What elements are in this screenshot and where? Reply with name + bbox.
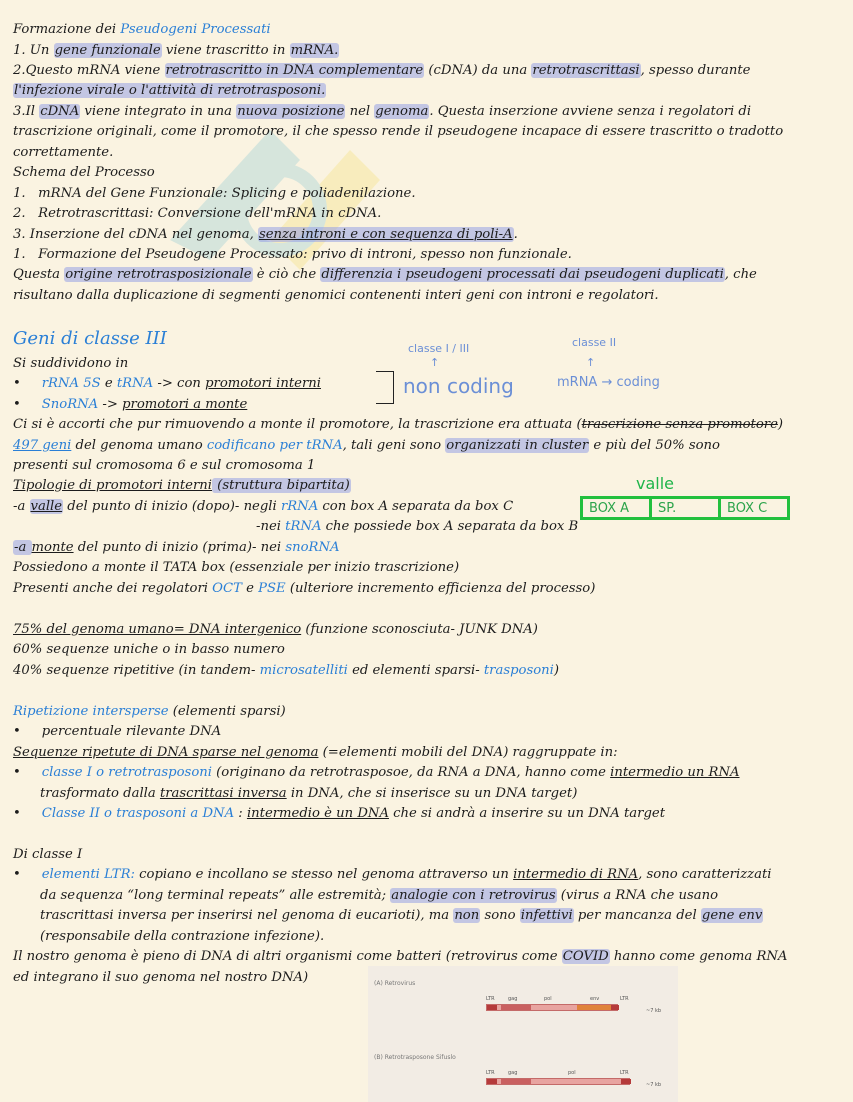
fig-a-label: env <box>590 996 600 1002</box>
schema-item-1: 1. mRNA del Gene Funzionale: Splicing e poliadenilazione. <box>13 186 416 201</box>
bullet-rrna: • rRNA 5S e tRNA -> con promotori interni <box>13 376 321 391</box>
spacer-cell: SP. <box>652 499 721 517</box>
step3-line2: trascrizione originali, come il promotore, il che spesso rende il pseudogene incapace di essere trascritto o tradotto <box>13 124 784 139</box>
note-valle: valle <box>636 474 675 493</box>
step3-line3: correttamente. <box>13 145 114 160</box>
origin-line2: risultano dalla duplicazione di segmenti genomici contenenti interi geni con introni e regolatori. <box>13 288 659 303</box>
monte-line: -a monte del punto di inizio (prima)- nei snoRNA <box>14 540 340 555</box>
tata-line: Possiedono a monte il TATA box (essenziale per inizio trascrizione) <box>13 560 460 575</box>
fig-a-label: LTR <box>620 996 629 1002</box>
genome-line2: ed integrano il suo genoma nel nostro DNA) <box>13 970 309 985</box>
genome-line1: Il nostro genoma è pieno di DNA di altri organismi come batteri (retrovirus come COVID hanno come genoma RNA <box>13 949 788 964</box>
ltr-line3: trascrittasi inversa per inserirsi nel genoma di eucarioti), ma non sono infettivi per mancanza del gene env <box>40 908 763 923</box>
figure-caption-a: (A) Retrovirus <box>374 980 416 987</box>
fig-b-label: pol <box>568 1070 576 1076</box>
retrotransposon-bar <box>486 1078 630 1085</box>
step2-line2: l'infezione virale o l'attività di retrotrasposoni. <box>14 83 326 98</box>
classe1-line1: • classe I o retrotrasposoni (originano da retrotrasposoe, da RNA a DNA, hanno come intermedio un RNA <box>13 765 740 780</box>
step3-line1: 3.Il cDNA viene integrato in una nuova posizione nel genoma. Questa inserzione avviene senza i regolatori di <box>13 104 752 119</box>
step2-line1: 2.Questo mRNA viene retrotrascritto in DNA complementare (cDNA) da una retrotrascrittasi, spesso durante <box>13 63 751 78</box>
note-non-coding: non coding <box>403 374 514 398</box>
bullet-percentuale: • percentuale rilevante DNA <box>13 724 222 739</box>
retrotransposon-figure <box>368 966 678 1102</box>
junk-line2: 60% sequenze uniche o in basso numero <box>13 642 285 657</box>
schema-item-3: 3. Inserzione del cDNA nel genoma, senza introni e con sequenza di poli-A. <box>13 227 518 242</box>
geni-line1: 497 geni del genoma umano codificano per tRNA, tali geni sono organizzati in cluster e più del 50% sono <box>13 438 720 453</box>
note-class-2: classe II <box>572 336 617 349</box>
classe1-title: Di classe I <box>13 847 83 862</box>
classe1-line2: trasformato dalla trascrittasi inversa in DNA, che si inserisce su un DNA target) <box>40 786 578 801</box>
ltr-line4: (responsabile della contrazione infezione). <box>40 929 325 944</box>
ltr-line2: da sequenza “long terminal repeats” alle estremità; analogie con i retrovirus (virus a RNA che usano <box>40 888 719 903</box>
retrovirus-bar <box>486 1004 618 1011</box>
box-a-cell: BOX A <box>583 499 652 517</box>
step1-line: 1. Un gene funzionale viene trascritto in mRNA. <box>13 43 339 58</box>
regolatori-line: Presenti anche dei regolatori OCT e PSE (ulteriore incremento efficienza del processo) <box>13 581 596 596</box>
fig-a-label: pol <box>544 996 552 1002</box>
ripetizione-title: Ripetizione intersperse (elementi sparsi) <box>13 704 286 719</box>
schema-item-4: 1. Formazione del Pseudogene Processato: privo di introni, spesso non funzionale. <box>13 247 572 262</box>
classe2-line: • Classe II o trasposoni a DNA : intermedio è un DNA che si andrà a inserire su un DNA target <box>13 806 665 821</box>
valle-line2: -nei tRNA che possiede box A separata da box B <box>256 519 579 534</box>
fig-b-label: gag <box>508 1070 518 1076</box>
box-diagram <box>580 496 790 520</box>
bullet-snorna: • SnoRNA -> promotori a monte <box>13 397 248 412</box>
fig-b-label: LTR <box>486 1070 495 1076</box>
geni-line2: presenti sul cromosoma 6 e sul cromosoma 1 <box>13 458 316 473</box>
box-c-cell: BOX C <box>727 501 768 516</box>
fig-b-label: LTR <box>620 1070 629 1076</box>
sequenze-line: Sequenze ripetute di DNA sparse nel genoma (=elementi mobili del DNA) raggruppate in: <box>13 745 618 760</box>
tipologie-line: Tipologie di promotori interni (struttura bipartita) <box>13 478 350 493</box>
section2-intro: Si suddividono in <box>13 356 129 371</box>
fig-a-length: ~7 kb <box>646 1008 662 1014</box>
bracket-mark <box>376 371 394 404</box>
junk-line1: 75% del genoma umano= DNA intergenico (funzione sconosciuta- JUNK DNA) <box>13 622 538 637</box>
fig-a-label: LTR <box>486 996 495 1002</box>
note-mrna-coding: mRNA → coding <box>557 375 660 390</box>
fig-a-label: gag <box>508 996 518 1002</box>
fig-b-length: ~7 kb <box>646 1082 662 1088</box>
junk-line3: 40% sequenze ripetitive (in tandem- microsatelliti ed elementi sparsi- trasposoni) <box>13 663 560 678</box>
note-class-1-3: classe I / III <box>408 342 470 355</box>
schema-title: Schema del Processo <box>13 165 155 180</box>
note-arrow-2: ↑ <box>586 356 596 369</box>
figure-caption-b: (B) Retrotrasposone Sifuslo <box>374 1054 456 1061</box>
section1-title: Formazione dei Pseudogeni Processati <box>13 22 271 37</box>
origin-line1: Questa origine retrotrasposizionale è ciò che differenzia i pseudogeni processati dai pseudogeni duplicati, che <box>13 267 757 282</box>
valle-line1: -a valle del punto di inizio (dopo)- negli rRNA con box A separata da box C <box>13 499 514 514</box>
ltr-line1: • elementi LTR: copiano e incollano se stesso nel genoma attraverso un intermedio di RNA, sono caratterizzati <box>13 867 772 882</box>
schema-item-2: 2. Retrotrascrittasi: Conversione dell'mRNA in cDNA. <box>13 206 382 221</box>
section2-heading: Geni di classe III <box>13 328 167 349</box>
accorti-line: Ci si è accorti che pur rimuovendo a monte il promotore, la trascrizione era attuata (trascrizione senza promotore) <box>13 417 784 432</box>
note-arrow-1: ↑ <box>430 356 440 369</box>
